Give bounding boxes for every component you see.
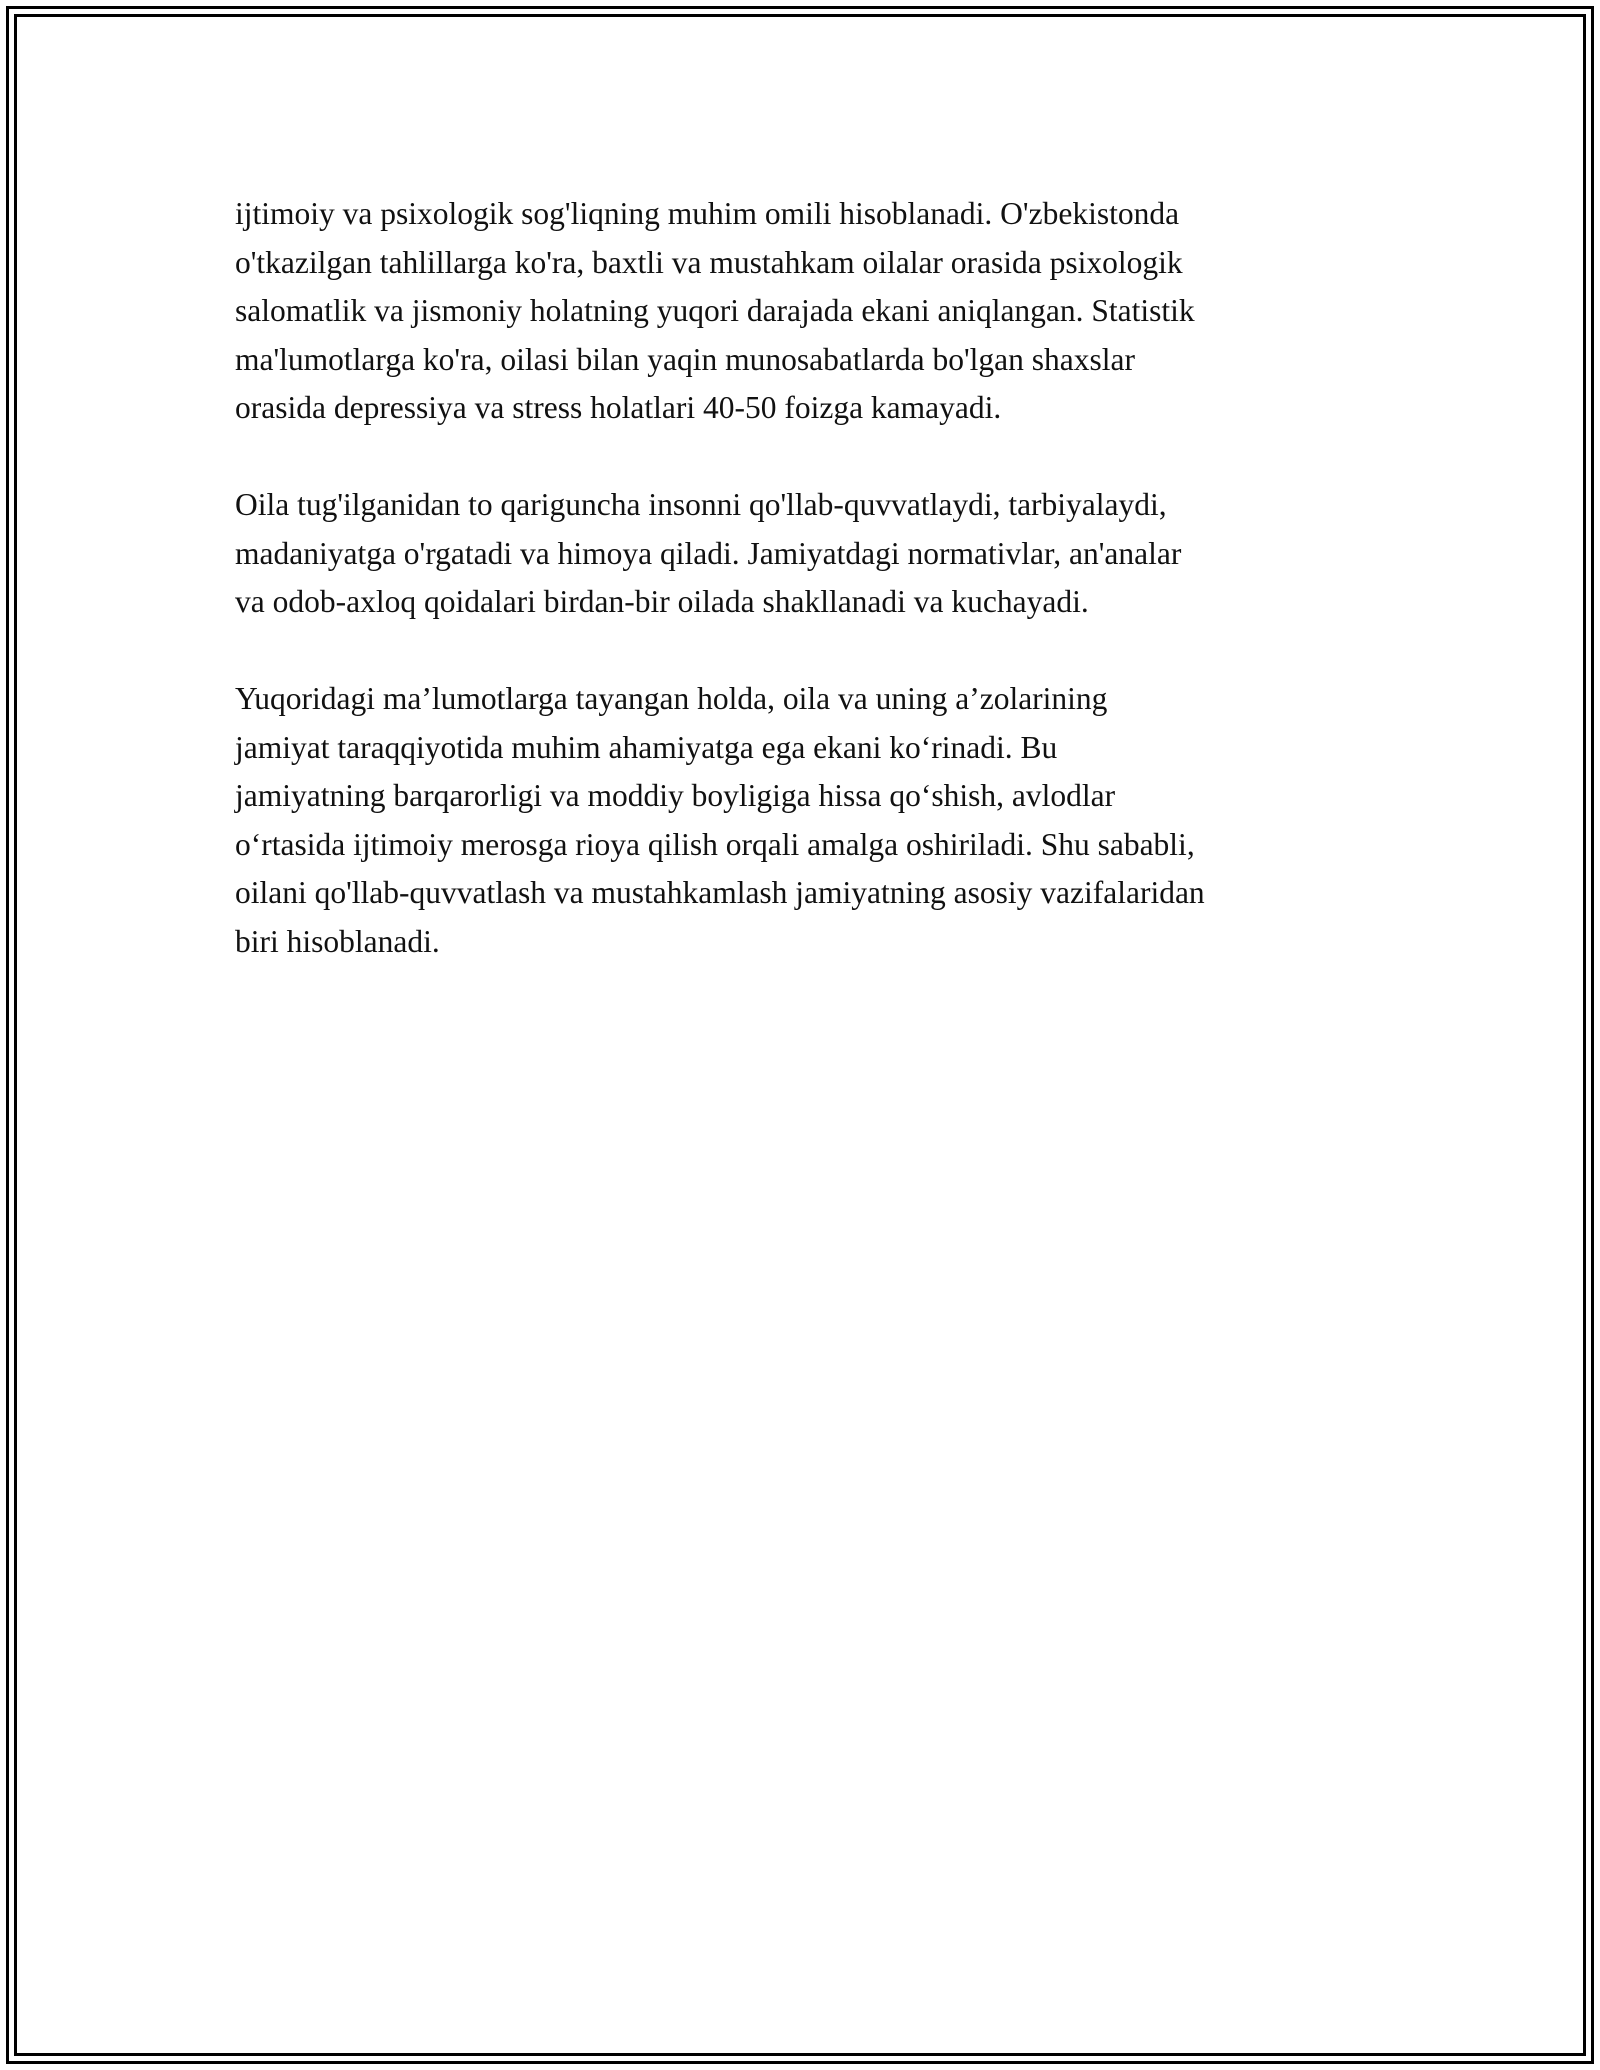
paragraph-3-line: oʻrtasida ijtimoiy merosga rioya qilish orqali amalga oshiriladi. Shu sababli,: [235, 826, 1195, 862]
paragraph-2-line: madaniyatga o'rgatadi va himoya qiladi. Jamiyatdagi normativlar, an'analar: [235, 535, 1182, 571]
paragraph-3-line: jamiyat taraqqiyotida muhim ahamiyatga ega ekani koʻrinadi. Bu: [235, 729, 1058, 765]
paragraph-3-line: oilani qo'llab-quvvatlash va mustahkamlash jamiyatning asosiy vazifalaridan: [235, 875, 1205, 910]
paragraph-2-line: va odob-axloq qoidalari birdan-bir oilada shakllanadi va kuchayadi.: [235, 584, 1089, 619]
paragraph-1-line: o'tkazilgan tahlillarga ko'ra, baxtli va mustahkam oilalar orasida psixologik: [235, 244, 1183, 280]
paragraph-3-line: Yuqoridagi ma’lumotlarga tayangan holda, oila va uning a’zolarining: [235, 681, 1108, 716]
paragraph-2: [235, 481, 1385, 627]
paragraph-3: [235, 675, 1385, 966]
paragraph-1-line: ijtimoiy va psixologik sog'liqning muhim omili hisoblanadi. O'zbekistonda: [235, 196, 1180, 231]
paragraph-2-line: Oila tug'ilganidan to qariguncha insonni qo'llab-quvvatlaydi, tarbiyalaydi,: [235, 487, 1167, 522]
paragraph-1-line: ma'lumotlarga ko'ra, oilasi bilan yaqin munosabatlarda bo'lgan shaxslar: [235, 341, 1135, 377]
paragraph-1-line: orasida depressiya va stress holatlari 40-50 foizga kamayadi.: [235, 390, 1002, 425]
paragraph-1-line: salomatlik va jismoniy holatning yuqori darajada ekani aniqlangan. Statistik: [235, 293, 1195, 328]
document-body: [235, 190, 1385, 1015]
paragraph-1: [235, 190, 1385, 433]
paragraph-3-line: biri hisoblanadi.: [235, 923, 440, 959]
paragraph-3-line: jamiyatning barqarorligi va moddiy boyligiga hissa qoʻshish, avlodlar: [235, 778, 1116, 813]
